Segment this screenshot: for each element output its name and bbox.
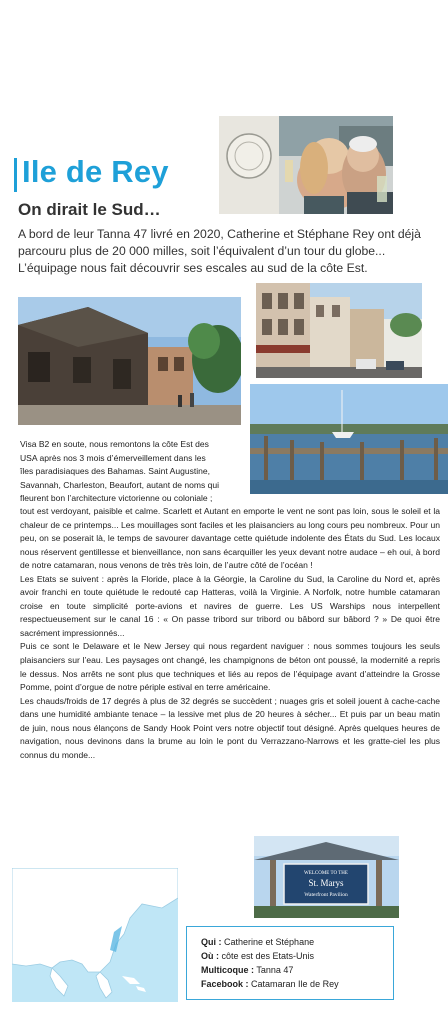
info-row-qui — [201, 935, 385, 949]
info-value: Tanna 47 — [256, 965, 294, 975]
wooden-house-photo — [18, 297, 241, 425]
info-row-ou — [201, 949, 385, 963]
intro-paragraph: A bord de leur Tanna 47 livré en 2020, Catherine et Stéphane Rey ont déjà parcouru plus de 20 000 milles, soit l’équivalent d’un tour du globe... L’équipage nous fait découvrir ses escales au sud de la côte Est. — [18, 227, 421, 276]
sign-line-2: St. Marys — [308, 878, 344, 888]
info-value: côte est des Etats-Unis — [221, 951, 315, 961]
sign-line-3: Waterfront Pavilion — [304, 892, 348, 898]
info-label: Multicoque : — [201, 965, 254, 975]
article-body — [20, 505, 440, 762]
article-body-top — [20, 438, 242, 506]
article-title: Ile de Rey — [22, 154, 169, 189]
info-row-multicoque — [201, 963, 385, 977]
body-line: Visa B2 en soute, nous remontons la côte Est des — [20, 439, 209, 449]
info-value: Catamaran Ile de Rey — [251, 979, 339, 989]
info-row-facebook — [201, 977, 385, 991]
body-paragraph: Les chauds/froids de 17 degrés à plus de 32 degrés se succèdent ; nuages gris et soleil jouent à cache-cache dans une humidité ambiante tenace – la lessive met plus de 20 heures à sécher... Et puis par un beau matin de juin, nous nous élançons de Sandy Hook Point vers notre objectif tout désigné. Après quelques heures de navigation, nous devinons dans la brume au loin le pont du Verrazzano-Narrows et les gratte-ciel les plus connus du monde... — [20, 695, 440, 760]
street-photo — [256, 283, 422, 378]
waterfront-sign-photo — [254, 836, 399, 918]
body-paragraph: Puis ce sont le Delaware et le New Jersey qui nous regardent naviguer : nous sommes toujours les seuls plaisanciers sur l’eau. Les paysages ont changé, les champignons de béton ont poussé, la modernité a repris le dessus. Nos arrêts ne sont plus que techniques et liés au repos de l’équipage avant d’atteindre la Grosse Pomme, point d’orgue de notre périple estival en terre américaine. — [20, 641, 440, 693]
east-coast-map — [12, 868, 178, 1002]
info-label: Qui : — [201, 937, 222, 947]
body-line: fleurent bon l’architecture victorienne ou coloniale ; — [20, 493, 213, 504]
marina-photo — [250, 384, 448, 494]
body-line: îles paradisiaques des Bahamas. Saint Augustine, — [20, 466, 211, 477]
info-value: Catherine et Stéphane — [224, 937, 315, 947]
info-label: Où : — [201, 951, 219, 961]
body-paragraph: Les Etats se suivent : après la Floride, place à la Géorgie, la Caroline du Sud, la Caroline du Nord et, après avoir franchi en toute quiétude le redouté cap Hatteras, voilà la Virginie. A Norfolk, notre humble catamaran croise en toute simplicité porte-avions et navires de guerre. Les US Warships nous interpellent respectueusement sur le canal 16 : « On passe tribord sur tribord ou bâbord sur bâbord ? » De quoi être sacrément impressionnés... — [20, 573, 440, 638]
couple-photo — [219, 116, 393, 214]
body-line: Savannah, Charleston, Beaufort, autant de noms qui — [20, 479, 220, 490]
title-accent-bar — [14, 158, 17, 192]
article-subtitle: On dirait le Sud… — [18, 200, 161, 219]
info-box — [186, 926, 394, 1000]
body-line: USA après nos 3 mois d’émerveillement dans les — [20, 452, 206, 463]
sign-line-1: WELCOME TO THE — [304, 871, 348, 876]
info-label: Facebook : — [201, 979, 249, 989]
body-paragraph: tout est verdoyant, paisible et calme. Scarlett et Autant en emporte le vent ne sont pas loin, sous le soleil et la chaleur de ce printemps... Les mouillages sont faciles et les plaisanciers au long cours peu nombreux. Pour un peu, on se poserait là, le temps de savourer davantage cette quiétude indolente des États du Sud. Les locaux nous réservent gentillesse et bienveillance, non sans écarquiller les yeux devant notre audace – eh oui, à bord de notre catamaran, nous venons de très très loin, de l’autre côté de l’océan ! — [20, 506, 440, 571]
